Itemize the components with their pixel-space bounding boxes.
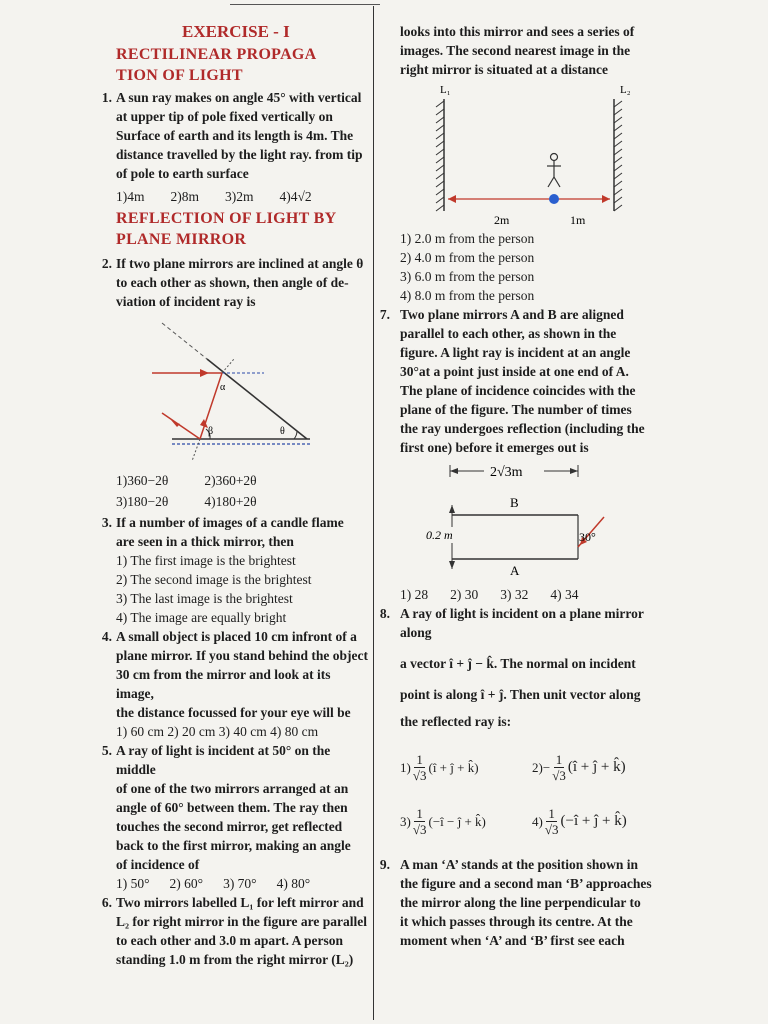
label-alpha: α [220,382,226,393]
question-text-line: A sun ray makes on angle 45° with vertical [116,90,362,105]
option[interactable]: 4)180+2θ [204,494,257,509]
question-text-line: A small object is placed 10 cm infront of a [116,629,357,644]
option[interactable]: 3) The last image is the brightest [116,591,293,606]
question-text-line: Two plane mirrors A and B are aligned [400,307,624,322]
parallel-mirrors-diagram [382,79,668,229]
label-1m: 1m [570,213,586,227]
q2-options-row2 [82,492,370,511]
question-number: 7. [379,307,390,322]
label-theta: θ [280,426,285,437]
question-number: 3. [101,515,112,530]
question-text-line: touches the second mirror, get reflected [116,819,343,834]
question-text-line: Surface of earth and its length is 4m. The [116,128,354,143]
question-text-line: distance travelled by the light ray. from tip [116,147,363,162]
question-text-line: to each other and 3.0 m apart. A person [116,933,344,948]
fraction-denominator: √3 [412,767,427,783]
option-label: 1) [400,759,411,775]
fraction-numerator: 1 [548,805,555,821]
question-4 [82,627,370,722]
option[interactable]: 4)4√2 [279,189,312,204]
option-expression: (î + ĵ + k̂) [428,759,479,775]
label-height: 0.2 m [426,528,453,542]
question-text-line: If a number of images of a candle flame [116,515,344,530]
label-width: 2√3m [490,465,523,480]
question-text-line: 30 cm from the mirror and look at its image, [116,667,331,701]
question-number: 1. [101,90,112,105]
question-text-line: first one) before it emerges out is [400,440,589,455]
question-text-line: along [400,625,432,640]
fraction [413,806,427,837]
fraction-denominator: √3 [412,821,427,837]
option[interactable]: 1) 2.0 m from the person [400,231,535,246]
label-2m: 2m [494,213,510,227]
question-text-line: to each other as shown, then angle of de- [116,275,349,290]
question-text-line: L₂ for right mirror in the figure are parallel [116,914,368,929]
q1-options [82,187,370,206]
fraction-denominator: √3 [544,821,559,837]
option[interactable]: 1) 28 [400,587,429,602]
option[interactable] [400,752,532,783]
option-expression: (−î + ĵ + k̂) [560,812,627,829]
q8-options [382,745,668,843]
question-number: 2. [101,256,112,271]
option[interactable]: 4) The image are equally bright [116,610,287,625]
question-number: 9. [379,857,390,872]
question-text-line: looks into this mirror and sees a series of [400,24,635,39]
person-icon [547,154,561,188]
label-beta: β [208,426,214,437]
option[interactable]: 1) 50° [116,876,150,891]
option-label: 4) [532,813,543,829]
q7-figure [382,457,668,593]
question-text-line: the mirror along the line perpendicular to [400,895,641,910]
option[interactable]: 2) 30 [450,587,479,602]
option[interactable]: 3) 6.0 m from the person [400,269,535,284]
option[interactable]: 4) 34 [550,587,579,602]
option-sign: − [542,759,551,775]
option[interactable]: 2)360+2θ [204,473,257,488]
question-text-line: If two plane mirrors are inclined at angle θ [116,256,364,271]
question-text-line: standing 1.0 m from the right mirror (L₂) [116,952,354,967]
question-number: 6. [101,895,112,910]
q6-figure [382,79,668,229]
fraction-numerator: 1 [416,805,423,821]
fraction-numerator: 1 [416,751,423,767]
question-text-line: images. The second nearest image in the [400,43,631,58]
option[interactable]: 4) 8.0 m from the person [400,288,535,303]
left-column [82,0,370,969]
question-text-line: angle of 60° between them. The ray then [116,800,348,815]
fraction [413,752,427,783]
question-text-line: moment when ‘A’ and ‘B’ first see each [400,933,625,948]
q2-figure [82,311,370,471]
fraction-numerator: 1 [555,751,563,767]
question-5 [82,741,370,874]
question-text-line: it which passes through its centre. At the [400,914,633,929]
question-text-line: the figure and a second man ‘B’ approaches [400,876,652,891]
question-text-line: are seen in a thick mirror, then [116,534,294,549]
question-2 [82,254,370,311]
question-text-line: of one of the two mirrors arranged at an [116,781,349,796]
question-number: 4. [101,629,112,644]
question-text-line: A man ‘A’ stands at the position shown in [400,857,639,872]
label-l2: L₂ [620,84,631,96]
option-label: 3) [400,813,411,829]
question-1 [82,88,370,183]
option[interactable]: 1)360−2θ [116,473,169,488]
option[interactable]: 1)4m [116,189,145,204]
question-text-line: A ray of light is incident on a plane mirror [400,606,644,621]
option[interactable] [400,806,532,837]
question-7 [379,305,668,457]
parallel-mirrors-ab-diagram [382,457,668,593]
label-b: B [510,495,519,510]
question-text-line: at upper tip of pole fixed vertically on [116,109,333,124]
option-expression: (−î − ĵ + k̂) [428,813,486,829]
option[interactable]: 3) 32 [500,587,529,602]
question-3 [82,513,370,551]
fraction-denominator: √3 [552,767,566,783]
question-text-line: of pole to earth surface [116,166,249,181]
right-column [379,0,668,950]
option[interactable]: 1) The first image is the brightest [116,553,296,568]
fraction [545,806,559,837]
question-number: 5. [101,743,112,758]
question-text-line: Two mirrors labelled L₁ for left mirror and [116,895,364,910]
fraction [552,752,566,783]
question-text-line: point is along î + ĵ. Then unit vector along [400,687,641,702]
q4-options[interactable]: 1) 60 cm 2) 20 cm 3) 40 cm 4) 80 cm [116,724,319,739]
option-expression: (î + ĵ + k̂) [567,758,626,775]
question-text-line: the reflected ray is: [400,714,512,729]
question-text-line: plane mirror. If you stand behind the object [116,648,369,663]
exercise-title: EXERCISE - I [182,22,290,41]
option[interactable] [532,752,626,783]
option[interactable]: 3)180−2θ [116,494,169,509]
question-text-line: a vector î + ĵ − k̂. The normal on incident [400,656,636,671]
option[interactable]: 2)8m [170,189,199,204]
option-label: 2) [532,759,543,775]
label-angle: 30° [579,530,596,544]
option[interactable]: 2) 4.0 m from the person [400,250,535,265]
question-8 [379,604,668,731]
question-text-line: figure. A light ray is incident at an angle [400,345,631,360]
question-text-line: viation of incident ray is [116,294,256,309]
question-9 [379,855,668,950]
question-text-line: 30°at a point just inside at one end of A. [400,364,629,379]
option[interactable]: 4) 80° [276,876,311,891]
question-text-line: A ray of light is incident at 50° on the middle [116,743,331,777]
question-text-line: of incidence of [116,857,200,872]
section-heading-rectilinear-2: TION OF LIGHT [116,67,243,84]
option[interactable]: 3)2m [225,189,254,204]
question-text-line: the ray undergoes reflection (including the [400,421,645,436]
option[interactable] [532,806,627,837]
question-text-line: back to the first mirror, making an angle [116,838,351,853]
option[interactable]: 3) 70° [223,876,257,891]
question-text-line: the distance focussed for your eye will be [116,705,351,720]
question-text-line: parallel to each other, as shown in the [400,326,617,341]
question-text-line: plane of the figure. The number of times [400,402,632,417]
section-heading-reflection-1: REFLECTION OF LIGHT BY [116,210,337,227]
question-number: 8. [379,606,390,621]
label-l1: L₁ [440,84,451,96]
question-text-line: right mirror is situated at a distance [400,62,608,77]
section-heading-rectilinear-1: RECTILINEAR PROPAGA [116,46,317,63]
option[interactable]: 2) The second image is the brightest [116,572,312,587]
question-6 [82,893,370,969]
question-text-line: The plane of incidence coincides with the [400,383,636,398]
inclined-mirrors-diagram [82,311,370,471]
option[interactable]: 2) 60° [169,876,204,891]
label-a: A [510,563,520,578]
section-heading-reflection-2: PLANE MIRROR [116,231,247,248]
q2-options-row1 [82,471,370,490]
q5-options [82,874,370,893]
